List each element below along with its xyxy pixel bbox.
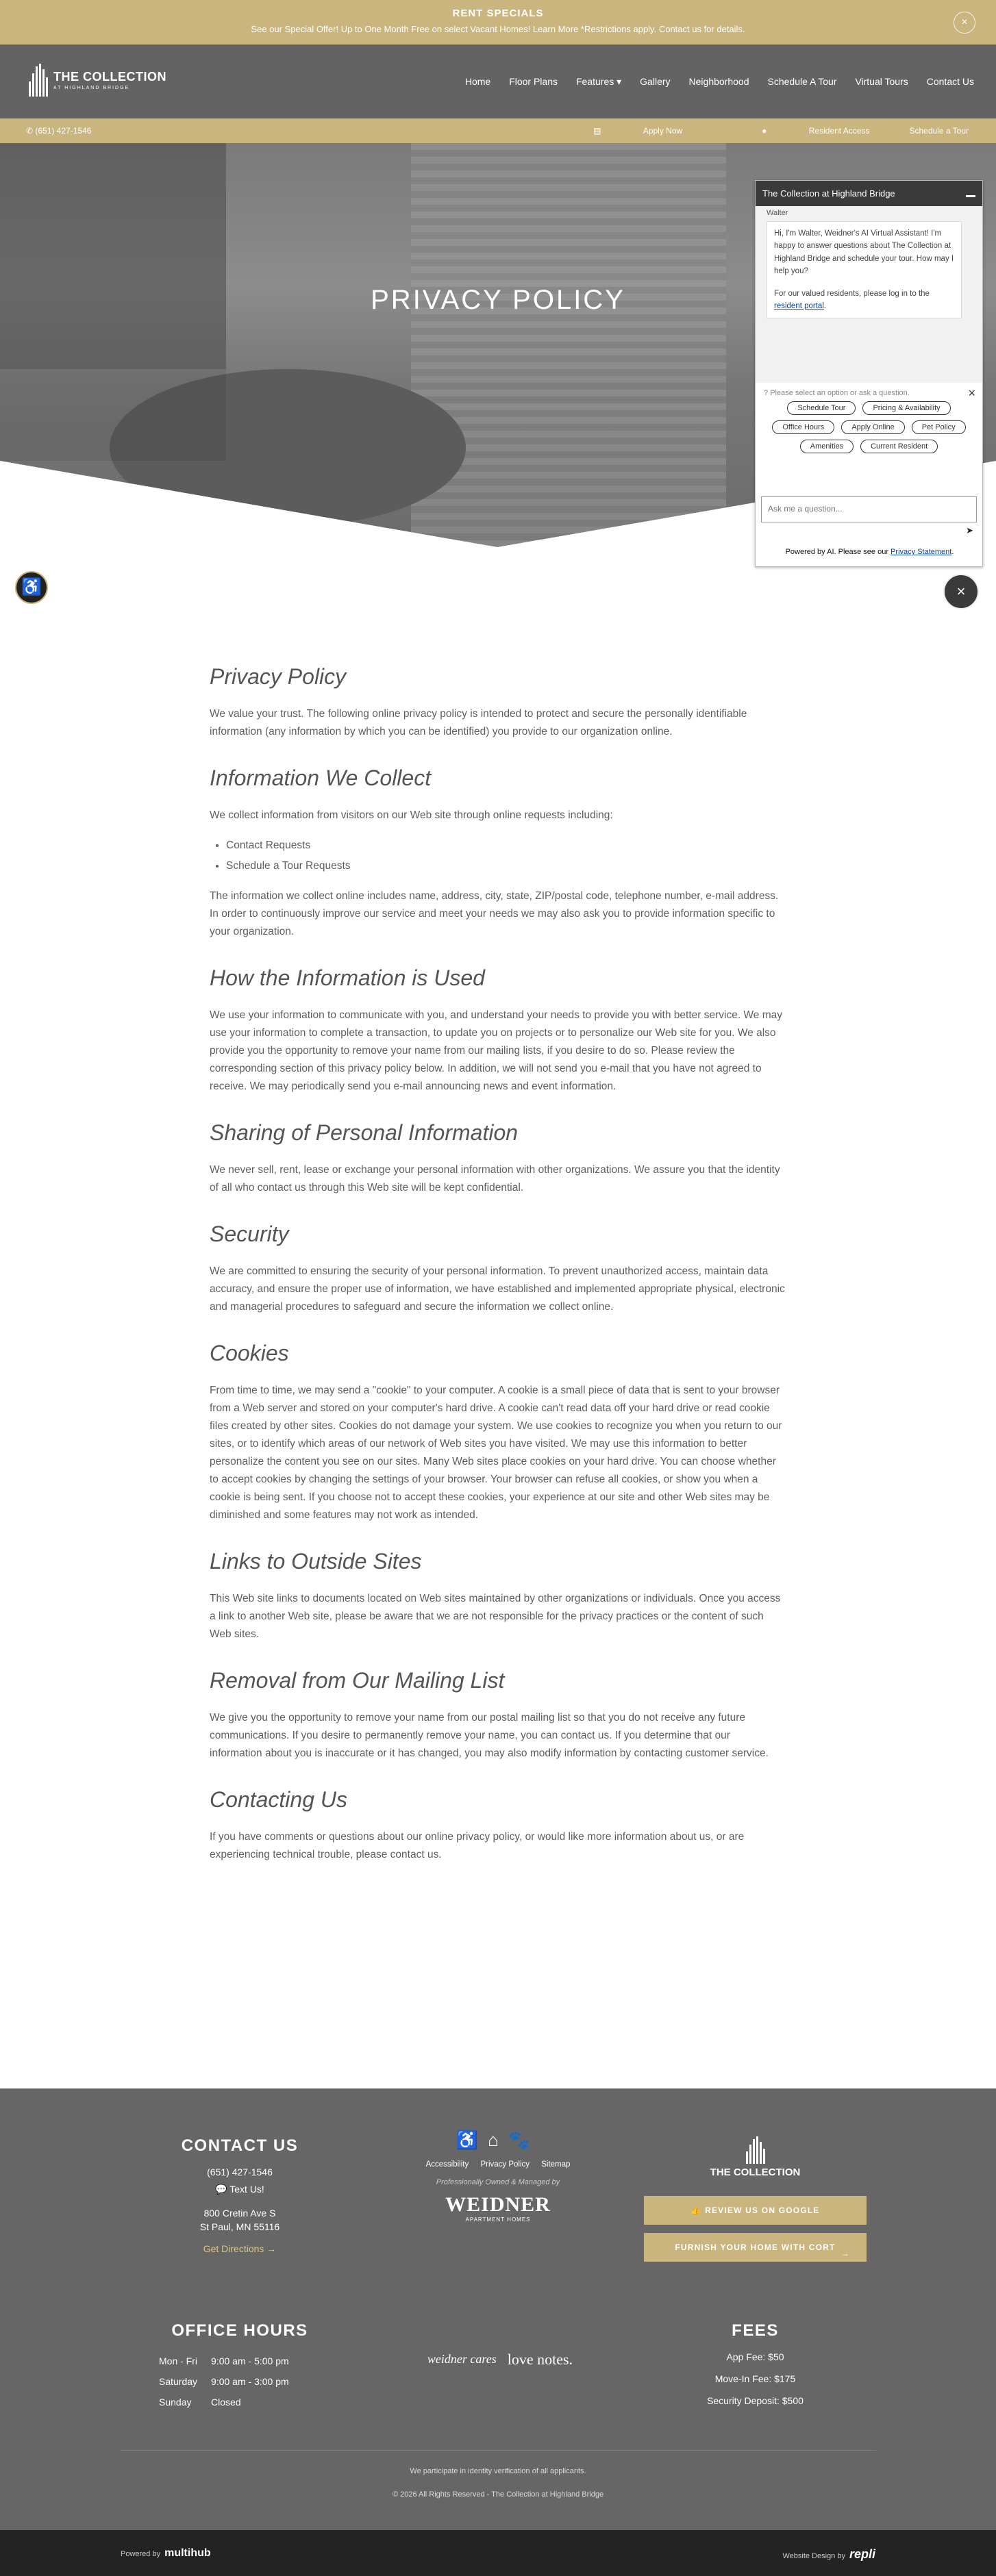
- text-us-link[interactable]: [130, 2184, 349, 2195]
- nav-features[interactable]: [576, 76, 621, 88]
- phone-link[interactable]: [26, 126, 91, 136]
- powered-by-label: Powered by: [121, 2550, 161, 2558]
- nav-contact-us[interactable]: Contact Us: [926, 76, 974, 87]
- fee-security-deposit: Security Deposit: $500: [707, 2395, 804, 2406]
- footer-compliance-icons: [384, 2130, 612, 2151]
- minimize-icon[interactable]: [966, 188, 975, 197]
- weidner-logo[interactable]: WEIDNER: [445, 2193, 551, 2216]
- user-icon: ●: [762, 126, 767, 136]
- footer-right: [644, 2136, 867, 2262]
- nav-gallery[interactable]: Gallery: [640, 76, 671, 87]
- site-footer: [0, 2088, 996, 2530]
- design-by-label: Website Design by: [782, 2552, 845, 2560]
- section-heading: How the Information is Used: [210, 965, 485, 990]
- contact-title: CONTACT US: [181, 2136, 299, 2155]
- arrow-right-icon: →: [841, 2249, 850, 2258]
- chat-header: [756, 181, 982, 206]
- section-cookies: [210, 1341, 785, 1524]
- section-sharing: [210, 1120, 785, 1197]
- chevron-down-icon: ▾: [617, 75, 622, 87]
- section-heading: Sharing of Personal Information: [210, 1120, 519, 1145]
- resident-access-label: Resident Access: [808, 126, 870, 136]
- section-paragraph: We never sell, rent, lease or exchange your personal information with other organizations. We assure you that the identity of all who contact us through this Web site will be kept confidential.: [210, 1164, 780, 1194]
- chat-sender: Walter: [767, 209, 788, 217]
- chat-close-icon[interactable]: ×: [943, 574, 979, 609]
- section-heading: Security: [210, 1222, 289, 1246]
- logo-bars-icon: [644, 2136, 867, 2164]
- section-paragraph: If you have comments or questions about our online privacy policy, or would like more information about us, or are experiencing technical trouble, please contact us.: [210, 1831, 745, 1860]
- fees-title: FEES: [732, 2321, 779, 2340]
- specials-text[interactable]: See our Special Offer! Up to One Month Free on select Vacant Homes! Learn More *Restrictions apply. Contact us for details.: [251, 24, 745, 34]
- chat-footer: [756, 548, 984, 556]
- chat-option-apply-online[interactable]: Apply Online: [841, 420, 904, 434]
- section-paragraph: We value your trust. The following online privacy policy is intended to protect and secure the personally identifiable information (any information by which you can be identified) you provide to our organization online.: [210, 708, 747, 737]
- footer-brands: [425, 2352, 575, 2366]
- equal-housing-icon: ⌂: [488, 2130, 508, 2150]
- multihub-logo: multihub: [164, 2547, 211, 2559]
- close-icon[interactable]: ×: [968, 386, 975, 400]
- furnish-cort-button[interactable]: [644, 2233, 867, 2262]
- footer-link-sitemap[interactable]: Sitemap: [541, 2160, 571, 2169]
- specials-banner: [0, 0, 996, 45]
- section-paragraph: From time to time, we may send a "cookie" to your computer. A cookie is a small piece of data that is sent to your browser from a Web server and stored on your computer's hard drive. A cookie can't read data off your hard drive or read cookie files created by other sites. Cookies do not damage your system. We use cookies to recognize you when you return to our sites, or to identify which areas of our network of Web sites you have visited. We may use this information to better personalize the content you see on our sites. Many Web sites place cookies on your hard drive. You can choose whether to accept cookies by changing the settings of your browser. Your browser can refuse all cookies, or show you when a cookie is being sent. If you choose not to accept these cookies, your experience at our site and other Web sites may be diminished and some features may not work as intended.: [210, 1385, 782, 1521]
- section-heading: Contacting Us: [210, 1787, 347, 1812]
- resident-access-link[interactable]: [722, 126, 869, 136]
- document-icon: ▤: [593, 126, 601, 136]
- chat-input[interactable]: Ask me a question...: [761, 496, 977, 522]
- section-heading: Removal from Our Mailing List: [210, 1668, 505, 1693]
- copyright: © 2026 All Rights Reserved - The Collection at Highland Bridge: [392, 2490, 604, 2499]
- main-nav: [447, 45, 974, 118]
- powered-by[interactable]: [121, 2547, 211, 2560]
- section-paragraph: This Web site links to documents located on Web sites maintained by other organizations or individuals. Once you access a link to another Web site, please be aware that we are not responsible for the privacy practices or the content of such Web sites.: [210, 1593, 781, 1640]
- identity-verification-note: We participate in identity verification of all applicants.: [410, 2467, 586, 2475]
- phone-icon: ✆: [26, 126, 34, 136]
- nav-home[interactable]: Home: [464, 76, 491, 87]
- chat-option-pricing[interactable]: Pricing & Availability: [862, 401, 950, 415]
- website-design-by[interactable]: [782, 2547, 875, 2562]
- section-outside-links: [210, 1549, 785, 1643]
- section-mailing-removal: [210, 1668, 785, 1763]
- furnish-cort-label: FURNISH YOUR HOME WITH CORT: [675, 2243, 836, 2252]
- hours-time: 9:00 am - 3:00 pm: [211, 2376, 289, 2387]
- footer-links: [384, 2160, 612, 2169]
- section-heading: Privacy Policy: [210, 664, 347, 689]
- chat-prompt: [756, 383, 982, 401]
- policy-content: [210, 664, 785, 1889]
- address-line-1: 800 Cretin Ave S: [203, 2208, 276, 2219]
- hours-day: Mon - Fri: [159, 2356, 197, 2366]
- nav-features-label: Features: [576, 75, 614, 87]
- schedule-tour-link[interactable]: Schedule a Tour: [909, 126, 969, 136]
- logo-sub: AT HIGHLAND BRIDGE: [53, 86, 130, 90]
- logo-bars-icon: [29, 64, 48, 97]
- footer-middle: [384, 2130, 612, 2223]
- resident-portal-link[interactable]: resident portal: [774, 301, 824, 310]
- logo-name: THE COLLECTION: [53, 70, 166, 84]
- hours-day: Sunday: [159, 2397, 192, 2408]
- list-item: • Schedule a Tour Requests: [226, 856, 785, 876]
- collect-list: [226, 835, 785, 876]
- text-us-label: Text Us!: [229, 2184, 264, 2195]
- table-row: [159, 2351, 301, 2371]
- fee-app: App Fee: $50: [726, 2351, 784, 2362]
- footer-contact: [130, 2136, 349, 2254]
- thumbs-up-icon: 👍: [690, 2206, 702, 2215]
- send-icon[interactable]: ➤: [966, 525, 973, 535]
- chat-footer-prefix: Powered by AI. Please see our: [785, 548, 889, 556]
- chat-messages: [756, 206, 982, 383]
- accessibility-icon: ♿: [456, 2130, 488, 2150]
- chat-option-office-hours[interactable]: Office Hours: [772, 420, 834, 434]
- chat-option-schedule-tour[interactable]: Schedule Tour: [787, 401, 856, 415]
- nav-floor-plans[interactable]: Floor Plans: [509, 76, 558, 87]
- footer-logo-name: THE COLLECTION: [710, 2167, 801, 2178]
- section-heading: Information We Collect: [210, 766, 432, 790]
- apply-now-label: Apply Now: [643, 126, 683, 136]
- office-hours-title: OFFICE HOURS: [171, 2321, 308, 2340]
- close-icon[interactable]: ×: [954, 12, 975, 34]
- section-paragraph: The information we collect online includes name, address, city, state, ZIP/postal code, telephone number, e-mail address. In order to continuously improve our service and meet your needs we may also ask you to provide information specific to your organization.: [210, 890, 779, 937]
- question-icon: ?: [764, 389, 769, 397]
- section-heading: Cookies: [210, 1341, 289, 1365]
- address-line-2: St Paul, MN 55116: [199, 2221, 280, 2232]
- footer-link-accessibility[interactable]: Accessibility: [425, 2160, 469, 2169]
- review-google-button[interactable]: [644, 2196, 867, 2225]
- section-privacy-policy: [210, 664, 785, 741]
- bottom-bar: [0, 2530, 996, 2576]
- fees: [644, 2321, 867, 2406]
- chat-bubble-icon: 💬: [215, 2184, 227, 2195]
- repli-logo: repli: [849, 2547, 875, 2561]
- section-paragraph: We use your information to communicate with you, and understand your needs to provide you with better service. We may use your information to complete a transaction, to update you on projects or to personalize our Web site for you. We also provide you the opportunity to remove your name from our mailing lists, if you desire to do so. Please review the corresponding section of this privacy policy below. In addition, we will not send you e-mail that you have not agreed to receive. We may periodically send you e-mail announcing news and event information.: [210, 1009, 782, 1092]
- managed-by: Professionally Owned & Managed by: [436, 2178, 560, 2186]
- hours-time: 9:00 am - 5:00 pm: [211, 2356, 289, 2366]
- chat-options: [756, 401, 982, 453]
- list-item: • Contact Requests: [226, 835, 785, 856]
- utility-bar: [0, 118, 996, 143]
- chat-resident-prefix: For our valued residents, please log in to the: [774, 289, 930, 298]
- privacy-statement-link[interactable]: Privacy Statement: [891, 548, 952, 556]
- weidner-cares-logo[interactable]: weidner cares: [427, 2352, 497, 2366]
- section-how-used: [210, 965, 785, 1096]
- hours-day: Saturday: [159, 2376, 198, 2387]
- chat-option-amenities[interactable]: Amenities: [800, 440, 854, 453]
- page-title: PRIVACY POLICY: [371, 285, 625, 315]
- section-paragraph: We collect information from visitors on our Web site through online requests including:: [210, 809, 613, 821]
- footer-phone[interactable]: (651) 427-1546: [207, 2167, 273, 2177]
- chat-footer-suffix: .: [951, 548, 954, 556]
- chat-resident-line: [774, 288, 954, 313]
- section-contacting-us: [210, 1787, 785, 1864]
- section-paragraph: We are committed to ensuring the security of your personal information. To prevent unauthorized access, maintain data accuracy, and ensure the proper use of information, we have established and implemented appropriate physical, electronic and managerial procedures to safeguard and secure the information we collect online.: [210, 1265, 785, 1313]
- office-hours: [130, 2321, 349, 2413]
- hours-time: Closed: [211, 2397, 241, 2408]
- accessibility-icon[interactable]: ♿: [15, 571, 48, 604]
- section-information-we-collect: [210, 766, 785, 941]
- table-row: [159, 2392, 301, 2412]
- love-notes-logo[interactable]: love notes.: [507, 2350, 573, 2368]
- section-heading: Links to Outside Sites: [210, 1549, 422, 1574]
- phone-number: (651) 427-1546: [35, 126, 92, 136]
- chat-prompt-text: Please select an option or ask a question.: [770, 389, 910, 397]
- specials-title: RENT SPECIALS: [452, 8, 544, 19]
- section-paragraph: We give you the opportunity to remove your name from our postal mailing list so that you do not receive any future communications. If you desire to permanently remove your name, you can contact us. If you determine that our information about you is inaccurate or it has changed, you may also modify information by contacting customer service.: [210, 1712, 769, 1759]
- site-header: [0, 45, 996, 118]
- site-logo[interactable]: [29, 64, 166, 97]
- chat-option-pet-policy[interactable]: Pet Policy: [912, 420, 966, 434]
- chat-bubble: [767, 221, 962, 318]
- get-directions-link[interactable]: Get Directions →: [203, 2243, 277, 2254]
- hours-table: [158, 2350, 303, 2413]
- fee-move-in: Move-In Fee: $175: [714, 2373, 796, 2384]
- chat-widget: [755, 180, 983, 567]
- chat-option-current-resident[interactable]: Current Resident: [860, 440, 938, 453]
- review-google-label: REVIEW US ON GOOGLE: [705, 2206, 820, 2215]
- paw-icon: 🐾: [508, 2130, 540, 2150]
- footer-link-privacy[interactable]: Privacy Policy: [480, 2160, 530, 2169]
- chat-greeting: Hi, I'm Walter, Weidner's AI Virtual Assistant! I'm happy to answer questions about The Collection at Highland Bridge and schedule your tour. How may I help you?: [774, 229, 954, 276]
- apply-now-link[interactable]: [553, 126, 682, 136]
- table-row: [159, 2372, 301, 2391]
- weidner-logo-sub: APARTMENT HOMES: [465, 2217, 531, 2223]
- nav-neighborhood[interactable]: Neighborhood: [688, 76, 749, 87]
- nav-schedule-tour[interactable]: Schedule A Tour: [767, 76, 837, 87]
- chat-resident-suffix: .: [823, 301, 827, 310]
- section-security: [210, 1222, 785, 1316]
- nav-virtual-tours[interactable]: Virtual Tours: [855, 76, 908, 87]
- footer-divider: [120, 2450, 876, 2451]
- chat-title: The Collection at Highland Bridge: [762, 188, 895, 199]
